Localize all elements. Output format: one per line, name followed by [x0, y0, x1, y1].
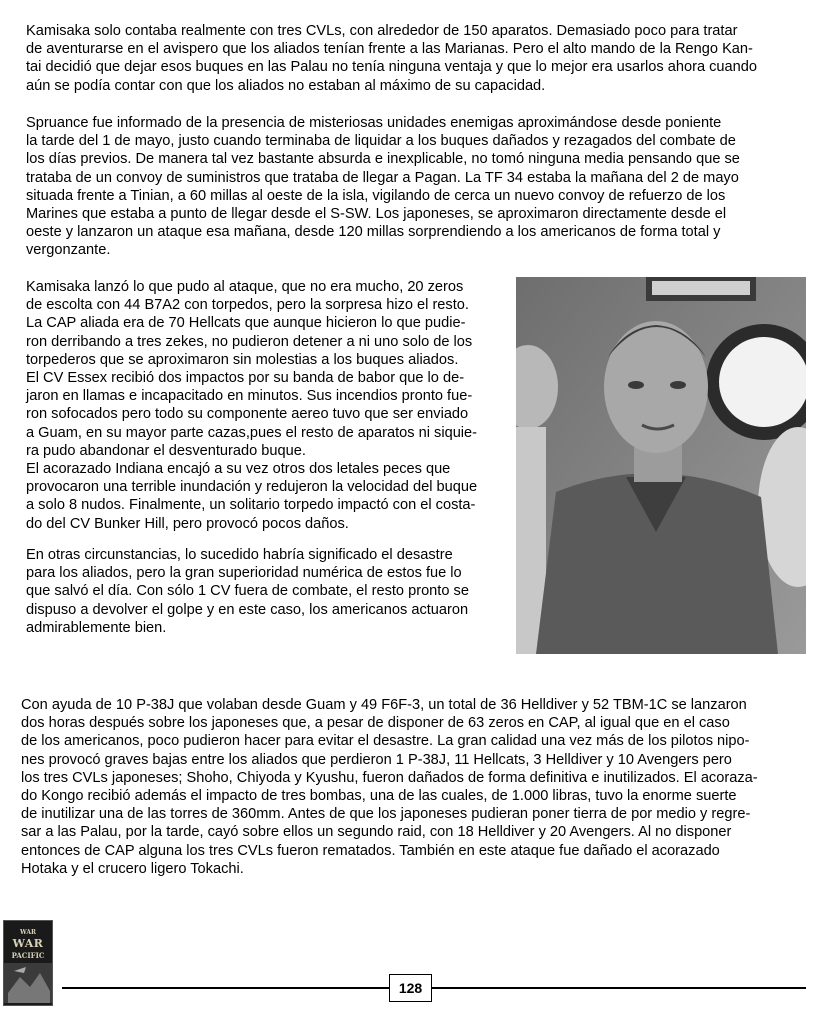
dvd-cover-line1: WAR	[20, 929, 36, 936]
footer-rule-right	[432, 987, 806, 989]
footer-rule-left	[62, 987, 389, 989]
paragraph-intro: Kamisaka solo contaba realmente con tres CVLs, con alrededor de 150 aparatos. Demasiado poco para tratar de aventurarse en el avispero que los aliados tenían frente a las Marianas. Pero el alto mando de la Rengo Kan- tai decidió que dejar esos buques en las Palau no tenía ninguna ventaja y que lo mejor era usarlos ahora cuando aún se podía contar con que los aliados no estaban al máximo de su capacidad.	[26, 23, 757, 94]
dvd-cover-line3: PACIFIC	[11, 951, 45, 960]
paragraph-spruance: Spruance fue informado de la presencia de misteriosas unidades enemigas aproximándose desde poniente la tarde del 1 de mayo, justo cuando terminaba de liquidar a los buques dañados y rezagados del combate de los días previos. De manera tal vez bastante absurda e inexplicable, no tomó ninguna media pensando que se trataba de un convoy de suministros que trataba de llegar a Pagan. La TF 34 estaba la mañana del 2 de mayo situada frente a Tinian, a 60 millas al oeste de la isla, vigilando de cerca un nuevo convoy de refuerzo de los Marines que estaba a punto de llegar desde el S-SW. Los japoneses, se aproximaron directamente desde el oeste y lanzaron un ataque esa mañana, desde 120 millas sorprendiendo a los americanos de forma total y vergonzante.	[26, 115, 740, 259]
dvd-cover-thumbnail	[3, 920, 53, 1006]
paragraph-counterattack: Con ayuda de 10 P-38J que volaban desde Guam y 49 F6F-3, un total de 36 Helldiver y 52 TBM-1C se lanzaron dos horas después sobre los japoneses que, a pesar de disponer de 63 zeros en CAP, al igual que en el caso de los americanos, poco pudieron hacer para evitar el desastre. La gran calidad una vez más de los pilotos nipo- nes provocó graves bajas entre los aliados que perdieron 1 P-38J, 11 Hellcats, 3 Helldiver y 10 Avengers pero los tres CVLs japoneses; Shoho, Chiyoda y Kyushu, fueron dañados de forma definitiva e inutilizados. El acoraza- do Kongo recibió además el impacto de tres bombas, una de las cuales, de 1.000 libras, tuvo la enorme suerte de inutilizar una de las torres de 360mm. Antes de que los japoneses pudieran poner tierra de por medio y regre- sar a las Palau, por la tarde, cayó sobre ellos un segundo raid, con 18 Helldiver y 20 Avengers. Al no disponer entonces de CAP alguna los tres CVLs fueron rematados. También en este ataque fue dañado el acorazado Hotaka y el crucero ligero Tokachi.	[21, 697, 758, 877]
paragraph-attack: Kamisaka lanzó lo que pudo al ataque, que no era mucho, 20 zeros de escolta con 44 B7A2 con torpedos, pero la sorpresa hizo el resto. La CAP aliada era de 70 Hellcats que aunque hicieron lo que pudie- ron derribando a tres zekes, no pudieron detener a ni uno solo de los torpederos que se aproximaron sin molestias a los buques aliados. El CV Essex recibió dos impactos por su banda de babor que lo de- jaron en llamas e incapacitado en minutos. Sus incendios pronto fue- ron sofocados pero todo su componente aereo tuvo que ser enviado a Guam, en su mayor parte cazas,pues el resto de aparatos ni siquie- ra pudo abandonar el desventurado buque. El acorazado Indiana encajó a su vez otros dos letales peces que provocaron una terrible inundación y redujeron la velocidad del buque a solo 8 nudos. Finalmente, un solitario torpedo impactó con el costa- do del CV Bunker Hill, pero provocó pocos daños.	[26, 279, 478, 532]
dvd-cover-line2: WAR	[12, 937, 44, 950]
paragraph-circumstances: En otras circunstancias, lo sucedido habría significado el desastre para los aliados, pero la gran superioridad numérica de estos fue lo que salvó el día. Con sólo 1 CV fuera de combate, el resto pronto se dispuso a devolver el golpe y en este caso, los americanos actuaron admirablemente bien.	[26, 547, 469, 636]
dvd-cover-art	[4, 963, 52, 1003]
page-number: 128	[389, 974, 432, 1002]
officer-photo	[516, 277, 806, 654]
